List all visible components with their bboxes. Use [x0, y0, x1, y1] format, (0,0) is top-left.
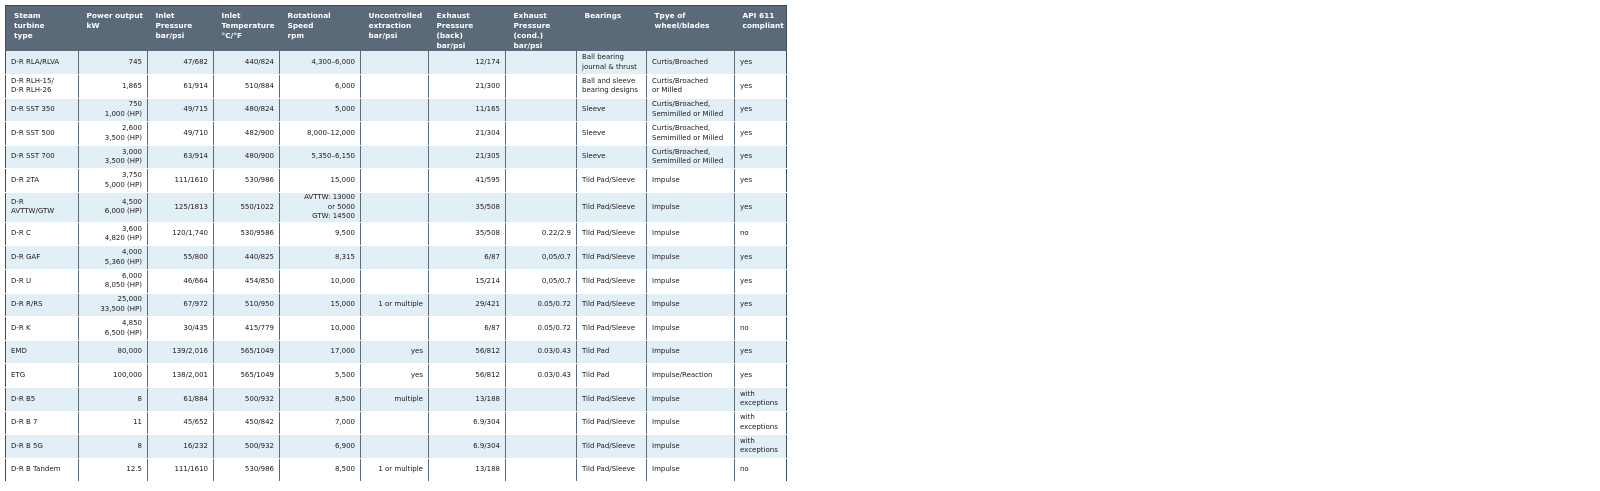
rotational-speed-cell: 8,000–12,000 — [280, 122, 361, 146]
table-row — [6, 193, 787, 223]
turbine-type-cell: D-R RLA/RLVA — [6, 51, 79, 75]
rotational-speed-cell: 5,500 — [280, 364, 361, 388]
wheel-blades-cell: Impulse — [647, 388, 735, 412]
api-compliant-cell: yes — [735, 293, 787, 317]
exhaust-cond-cell — [506, 435, 577, 459]
bearings-cell: Tild Pad/Sleeve — [577, 270, 647, 294]
exhaust-back-cell: 56/812 — [429, 340, 506, 364]
exhaust-back-cell: 11/165 — [429, 98, 506, 122]
exhaust-cond-cell: 0.05/0.72 — [506, 293, 577, 317]
power-output-cell: 4,850 6,500 (HP) — [79, 317, 148, 341]
inlet-pressure-cell: 61/884 — [148, 388, 214, 412]
wheel-blades-cell: Curtis/Broached, Semimilled or Milled — [647, 98, 735, 122]
wheel-blades-cell: Curtis/Broached or Milled — [647, 75, 735, 99]
wheel-blades-cell: Impulse — [647, 293, 735, 317]
exhaust-cond-cell — [506, 411, 577, 435]
turbine-table-container — [5, 5, 787, 482]
bearings-cell: Ball bearing journal & thrust — [577, 51, 647, 75]
rotational-speed-cell: AVTTW: 13000 or 5000 GTW: 14500 — [280, 193, 361, 223]
extraction-cell: 1 or multiple — [361, 458, 429, 482]
exhaust-cond-cell — [506, 388, 577, 412]
bearings-cell: Tild Pad/Sleeve — [577, 246, 647, 270]
rotational-speed-cell: 15,000 — [280, 169, 361, 193]
exhaust-cond-cell — [506, 51, 577, 75]
rotational-speed-cell: 15,000 — [280, 293, 361, 317]
exhaust-cond-cell — [506, 193, 577, 223]
rotational-speed-cell: 6,900 — [280, 435, 361, 459]
api-compliant-cell: with exceptions — [735, 411, 787, 435]
turbine-type-cell: D-R SST 700 — [6, 145, 79, 169]
inlet-pressure-cell: 120/1,740 — [148, 222, 214, 246]
wheel-blades-cell: Impulse — [647, 411, 735, 435]
header-col-wheel-blades: Tpye of wheel/blades — [647, 6, 735, 52]
extraction-cell: multiple — [361, 388, 429, 412]
table-row — [6, 122, 787, 146]
api-compliant-cell: yes — [735, 193, 787, 223]
exhaust-back-cell: 35/508 — [429, 193, 506, 223]
exhaust-cond-cell: 0.22/2.9 — [506, 222, 577, 246]
turbine-type-cell: D-R R/RS — [6, 293, 79, 317]
extraction-cell — [361, 122, 429, 146]
extraction-cell — [361, 317, 429, 341]
power-output-cell: 1,865 — [79, 75, 148, 99]
inlet-pressure-cell: 49/715 — [148, 98, 214, 122]
power-output-cell: 4,000 5,360 (HP) — [79, 246, 148, 270]
steam-turbine-table — [5, 5, 787, 482]
bearings-cell: Tild Pad/Sleeve — [577, 411, 647, 435]
extraction-cell: yes — [361, 340, 429, 364]
table-row — [6, 169, 787, 193]
power-output-cell: 3,600 4,820 (HP) — [79, 222, 148, 246]
bearings-cell: Tild Pad/Sleeve — [577, 388, 647, 412]
wheel-blades-cell: Impulse — [647, 340, 735, 364]
exhaust-back-cell: 21/304 — [429, 122, 506, 146]
bearings-cell: Tild Pad — [577, 364, 647, 388]
wheel-blades-cell: Impulse — [647, 193, 735, 223]
header-col-rotational-speed: Rotational Speed rpm — [280, 6, 361, 52]
header-col-steam-turbine-type: Steam turbine type — [6, 6, 79, 52]
inlet-temperature-cell: 550/1022 — [214, 193, 280, 223]
exhaust-cond-cell — [506, 458, 577, 482]
api-compliant-cell: no — [735, 317, 787, 341]
api-compliant-cell: yes — [735, 364, 787, 388]
rotational-speed-cell: 9,500 — [280, 222, 361, 246]
api-compliant-cell: with exceptions — [735, 388, 787, 412]
turbine-type-cell: D-R B Tandem — [6, 458, 79, 482]
inlet-pressure-cell: 111/1610 — [148, 169, 214, 193]
extraction-cell — [361, 169, 429, 193]
exhaust-back-cell: 6/87 — [429, 317, 506, 341]
exhaust-back-cell: 35/508 — [429, 222, 506, 246]
inlet-temperature-cell: 480/900 — [214, 145, 280, 169]
turbine-type-cell: D-R C — [6, 222, 79, 246]
rotational-speed-cell: 10,000 — [280, 270, 361, 294]
exhaust-back-cell: 12/174 — [429, 51, 506, 75]
inlet-pressure-cell: 45/652 — [148, 411, 214, 435]
turbine-type-cell: ETG — [6, 364, 79, 388]
header-col-inlet-temperature: Inlet Temperature °C/°F — [214, 6, 280, 52]
rotational-speed-cell: 5,000 — [280, 98, 361, 122]
exhaust-cond-cell: 0,05/0.7 — [506, 246, 577, 270]
extraction-cell — [361, 435, 429, 459]
inlet-temperature-cell: 510/884 — [214, 75, 280, 99]
exhaust-back-cell: 29/421 — [429, 293, 506, 317]
header-col-bearings: Bearings — [577, 6, 647, 52]
table-header — [6, 6, 787, 52]
exhaust-cond-cell — [506, 145, 577, 169]
exhaust-back-cell: 56/812 — [429, 364, 506, 388]
table-row — [6, 340, 787, 364]
table-row — [6, 246, 787, 270]
exhaust-cond-cell: 0,05/0.7 — [506, 270, 577, 294]
bearings-cell: Tild Pad/Sleeve — [577, 293, 647, 317]
power-output-cell: 745 — [79, 51, 148, 75]
api-compliant-cell: no — [735, 222, 787, 246]
power-output-cell: 8 — [79, 388, 148, 412]
turbine-type-cell: D-R U — [6, 270, 79, 294]
inlet-pressure-cell: 67/972 — [148, 293, 214, 317]
header-col-api-611: API 611 compliant — [735, 6, 787, 52]
api-compliant-cell: no — [735, 458, 787, 482]
table-row — [6, 458, 787, 482]
inlet-temperature-cell: 500/932 — [214, 435, 280, 459]
inlet-pressure-cell: 139/2,016 — [148, 340, 214, 364]
power-output-cell: 11 — [79, 411, 148, 435]
turbine-type-cell: EMD — [6, 340, 79, 364]
wheel-blades-cell: Curtis/Broached, Semimilled or Milled — [647, 145, 735, 169]
exhaust-cond-cell — [506, 98, 577, 122]
turbine-type-cell: D-R GAF — [6, 246, 79, 270]
bearings-cell: Sleeve — [577, 145, 647, 169]
api-compliant-cell: yes — [735, 122, 787, 146]
turbine-type-cell: D-R B 7 — [6, 411, 79, 435]
api-compliant-cell: yes — [735, 340, 787, 364]
extraction-cell — [361, 51, 429, 75]
wheel-blades-cell: Impulse — [647, 317, 735, 341]
turbine-type-cell: D-R B 5G — [6, 435, 79, 459]
exhaust-cond-cell — [506, 122, 577, 146]
turbine-type-cell: D-R SST 350 — [6, 98, 79, 122]
header-col-inlet-pressure: Inlet Pressure bar/psi — [148, 6, 214, 52]
inlet-pressure-cell: 111/1610 — [148, 458, 214, 482]
rotational-speed-cell: 10,000 — [280, 317, 361, 341]
table-row — [6, 51, 787, 75]
turbine-type-cell: D-R RLH-15/ D-R RLH-26 — [6, 75, 79, 99]
api-compliant-cell: yes — [735, 246, 787, 270]
inlet-temperature-cell: 482/900 — [214, 122, 280, 146]
bearings-cell: Tild Pad — [577, 340, 647, 364]
exhaust-back-cell: 6.9/304 — [429, 435, 506, 459]
bearings-cell: Sleeve — [577, 98, 647, 122]
exhaust-back-cell: 41/595 — [429, 169, 506, 193]
inlet-pressure-cell: 138/2,001 — [148, 364, 214, 388]
header-row — [6, 6, 787, 52]
table-row — [6, 293, 787, 317]
power-output-cell: 750 1,000 (HP) — [79, 98, 148, 122]
bearings-cell: Sleeve — [577, 122, 647, 146]
header-col-exhaust-pressure-back: Exhaust Pressure (back) bar/psi — [429, 6, 506, 52]
power-output-cell: 80,000 — [79, 340, 148, 364]
inlet-temperature-cell: 565/1049 — [214, 364, 280, 388]
header-col-exhaust-pressure-cond: Exhaust Pressure (cond.) bar/psi — [506, 6, 577, 52]
rotational-speed-cell: 8,500 — [280, 388, 361, 412]
table-row — [6, 364, 787, 388]
inlet-pressure-cell: 47/682 — [148, 51, 214, 75]
bearings-cell: Tild Pad/Sleeve — [577, 169, 647, 193]
turbine-type-cell: D-R AVTTW/GTW — [6, 193, 79, 223]
header-col-uncontrolled-extraction: Uncontrolled extraction bar/psi — [361, 6, 429, 52]
extraction-cell — [361, 145, 429, 169]
power-output-cell: 4,500 6,000 (HP) — [79, 193, 148, 223]
inlet-pressure-cell: 55/800 — [148, 246, 214, 270]
rotational-speed-cell: 8,500 — [280, 458, 361, 482]
extraction-cell — [361, 246, 429, 270]
table-row — [6, 98, 787, 122]
extraction-cell — [361, 222, 429, 246]
inlet-temperature-cell: 530/9586 — [214, 222, 280, 246]
bearings-cell: Tild Pad/Sleeve — [577, 435, 647, 459]
inlet-temperature-cell: 454/850 — [214, 270, 280, 294]
bearings-cell: Tild Pad/Sleeve — [577, 222, 647, 246]
inlet-pressure-cell: 49/710 — [148, 122, 214, 146]
table-row — [6, 411, 787, 435]
exhaust-cond-cell: 0.05/0.72 — [506, 317, 577, 341]
inlet-temperature-cell: 530/986 — [214, 458, 280, 482]
power-output-cell: 12.5 — [79, 458, 148, 482]
power-output-cell: 2,600 3,500 (HP) — [79, 122, 148, 146]
power-output-cell: 3,750 5,000 (HP) — [79, 169, 148, 193]
extraction-cell: yes — [361, 364, 429, 388]
rotational-speed-cell: 5,350–6,150 — [280, 145, 361, 169]
wheel-blades-cell: Impulse — [647, 222, 735, 246]
header-col-power-output: Power output kW — [79, 6, 148, 52]
inlet-pressure-cell: 61/914 — [148, 75, 214, 99]
wheel-blades-cell: Impulse — [647, 270, 735, 294]
turbine-type-cell: D-R K — [6, 317, 79, 341]
extraction-cell — [361, 98, 429, 122]
turbine-type-cell: D-R B5 — [6, 388, 79, 412]
power-output-cell: 25,000 33,500 (HP) — [79, 293, 148, 317]
exhaust-back-cell: 13/188 — [429, 458, 506, 482]
exhaust-cond-cell: 0.03/0.43 — [506, 340, 577, 364]
power-output-cell: 6,000 8,050 (HP) — [79, 270, 148, 294]
extraction-cell — [361, 75, 429, 99]
api-compliant-cell: yes — [735, 169, 787, 193]
inlet-pressure-cell: 125/1813 — [148, 193, 214, 223]
inlet-pressure-cell: 63/914 — [148, 145, 214, 169]
exhaust-back-cell: 6.9/304 — [429, 411, 506, 435]
inlet-temperature-cell: 500/932 — [214, 388, 280, 412]
inlet-temperature-cell: 440/824 — [214, 51, 280, 75]
power-output-cell: 8 — [79, 435, 148, 459]
inlet-temperature-cell: 480/824 — [214, 98, 280, 122]
turbine-type-cell: D-R 2TA — [6, 169, 79, 193]
bearings-cell: Ball and sleeve bearing designs — [577, 75, 647, 99]
exhaust-cond-cell — [506, 75, 577, 99]
api-compliant-cell: yes — [735, 75, 787, 99]
wheel-blades-cell: Impulse — [647, 458, 735, 482]
exhaust-back-cell: 21/305 — [429, 145, 506, 169]
wheel-blades-cell: Impulse/Reaction — [647, 364, 735, 388]
bearings-cell: Tild Pad/Sleeve — [577, 193, 647, 223]
rotational-speed-cell: 7,000 — [280, 411, 361, 435]
table-row — [6, 145, 787, 169]
wheel-blades-cell: Impulse — [647, 435, 735, 459]
table-body — [6, 51, 787, 482]
wheel-blades-cell: Curtis/Broached — [647, 51, 735, 75]
bearings-cell: Tild Pad/Sleeve — [577, 317, 647, 341]
wheel-blades-cell: Impulse — [647, 169, 735, 193]
exhaust-back-cell: 13/188 — [429, 388, 506, 412]
wheel-blades-cell: Curtis/Broached, Semimilled or Milled — [647, 122, 735, 146]
api-compliant-cell: with exceptions — [735, 435, 787, 459]
exhaust-cond-cell — [506, 169, 577, 193]
inlet-pressure-cell: 46/664 — [148, 270, 214, 294]
inlet-temperature-cell: 440/825 — [214, 246, 280, 270]
exhaust-back-cell: 21/300 — [429, 75, 506, 99]
power-output-cell: 100,000 — [79, 364, 148, 388]
inlet-temperature-cell: 565/1049 — [214, 340, 280, 364]
table-row — [6, 435, 787, 459]
extraction-cell: 1 or multiple — [361, 293, 429, 317]
table-row — [6, 388, 787, 412]
inlet-pressure-cell: 30/435 — [148, 317, 214, 341]
wheel-blades-cell: Impulse — [647, 246, 735, 270]
extraction-cell — [361, 193, 429, 223]
rotational-speed-cell: 8,315 — [280, 246, 361, 270]
table-row — [6, 270, 787, 294]
rotational-speed-cell: 17,000 — [280, 340, 361, 364]
table-row — [6, 75, 787, 99]
api-compliant-cell: yes — [735, 51, 787, 75]
bearings-cell: Tild Pad/Sleeve — [577, 458, 647, 482]
table-row — [6, 317, 787, 341]
inlet-temperature-cell: 415/779 — [214, 317, 280, 341]
extraction-cell — [361, 411, 429, 435]
inlet-temperature-cell: 530/986 — [214, 169, 280, 193]
exhaust-back-cell: 6/87 — [429, 246, 506, 270]
inlet-temperature-cell: 510/950 — [214, 293, 280, 317]
rotational-speed-cell: 4,300–6,000 — [280, 51, 361, 75]
inlet-pressure-cell: 16/232 — [148, 435, 214, 459]
extraction-cell — [361, 270, 429, 294]
api-compliant-cell: yes — [735, 145, 787, 169]
table-row — [6, 222, 787, 246]
api-compliant-cell: yes — [735, 270, 787, 294]
turbine-type-cell: D-R SST 500 — [6, 122, 79, 146]
power-output-cell: 3,000 3,500 (HP) — [79, 145, 148, 169]
rotational-speed-cell: 6,000 — [280, 75, 361, 99]
exhaust-back-cell: 15/214 — [429, 270, 506, 294]
api-compliant-cell: yes — [735, 98, 787, 122]
inlet-temperature-cell: 450/842 — [214, 411, 280, 435]
exhaust-cond-cell: 0.03/0.43 — [506, 364, 577, 388]
